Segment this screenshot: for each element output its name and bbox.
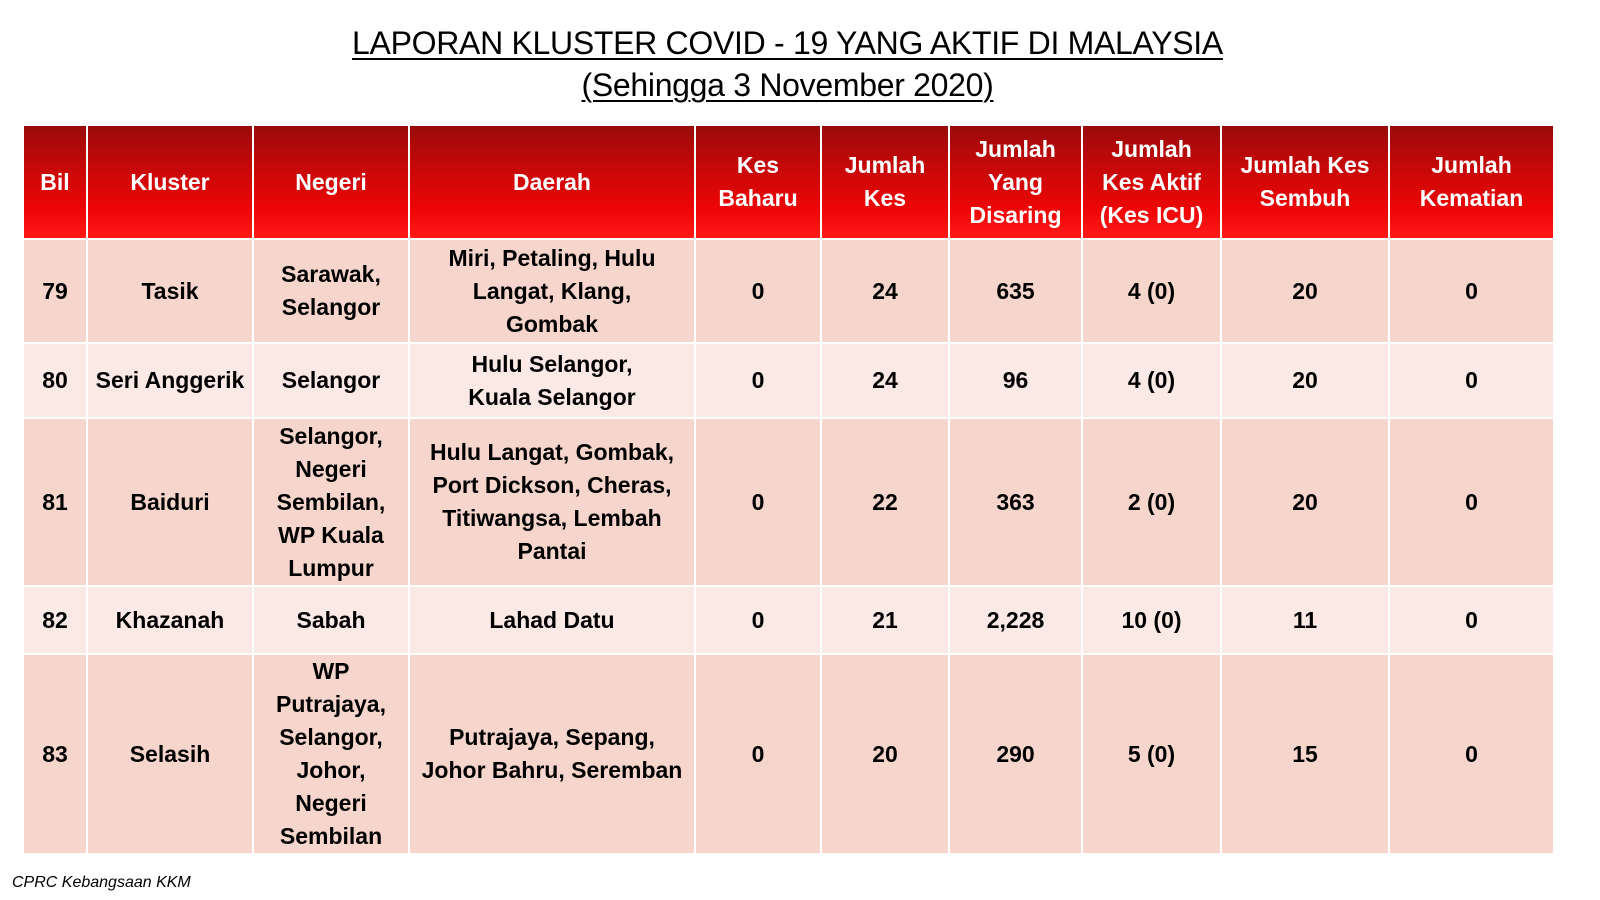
header-jumlah-kes (821, 125, 949, 239)
cell-kes-baharu: 0 (695, 343, 821, 418)
cell-daerah (409, 239, 695, 343)
cell-jumlah-kes-sembuh: 20 (1221, 343, 1389, 418)
cell-jumlah-kematian: 0 (1389, 418, 1554, 586)
title-line-2: (Sehingga 3 November 2020) (581, 67, 994, 103)
cell-jumlah-kematian: 0 (1389, 654, 1554, 854)
cell-jumlah-kes-sembuh: 11 (1221, 586, 1389, 654)
cell-jumlah-disaring: 635 (949, 239, 1082, 343)
cell-kes-baharu: 0 (695, 239, 821, 343)
cell-jumlah-kematian: 0 (1389, 239, 1554, 343)
cell-daerah-text: Hulu Langat, Gombak, Port Dickson, Cheras, Titiwangsa, Lembah Pantai (429, 439, 675, 564)
table-row (23, 586, 1554, 654)
cell-kluster: Khazanah (87, 586, 253, 654)
header-row (23, 125, 1554, 239)
cell-jumlah-kes-sembuh: 20 (1221, 239, 1389, 343)
table-row (23, 343, 1554, 418)
header-jumlah-kes-label: Jumlah Kes (844, 152, 926, 211)
header-kes-baharu-label: Kes Baharu (718, 152, 798, 211)
cell-negeri (253, 418, 409, 586)
cell-bil: 80 (23, 343, 87, 418)
cell-negeri: Selangor (253, 343, 409, 418)
header-jumlah-kematian (1389, 125, 1554, 239)
cell-negeri (253, 654, 409, 854)
header-daerah: Daerah (409, 125, 695, 239)
cell-kluster: Selasih (87, 654, 253, 854)
header-bil: Bil (23, 125, 87, 239)
cell-daerah-text: Miri, Petaling, Hulu Langat, Klang, Gombak (448, 244, 656, 337)
cell-jumlah-kes: 21 (821, 586, 949, 654)
header-jumlah-kes-aktif-label: Jumlah Kes Aktif (Kes ICU) (1099, 135, 1204, 228)
cell-jumlah-kes-sembuh: 15 (1221, 654, 1389, 854)
table-row (23, 239, 1554, 343)
cluster-table (22, 124, 1555, 855)
header-kes-baharu (695, 125, 821, 239)
cell-jumlah-kes-aktif: 4 (0) (1082, 239, 1221, 343)
cell-kes-baharu: 0 (695, 654, 821, 854)
header-jumlah-disaring (949, 125, 1082, 239)
header-kluster: Kluster (87, 125, 253, 239)
cell-jumlah-kes-aktif: 10 (0) (1082, 586, 1221, 654)
cell-negeri: Sabah (253, 586, 409, 654)
cell-bil: 81 (23, 418, 87, 586)
cell-jumlah-kematian: 0 (1389, 586, 1554, 654)
cell-daerah (409, 654, 695, 854)
cell-kluster: Seri Anggerik (87, 343, 253, 418)
cell-negeri (253, 239, 409, 343)
cell-negeri-text: WP Putrajaya, Selangor, Johor, Negeri Sembilan (276, 658, 386, 849)
header-negeri: Negeri (253, 125, 409, 239)
header-jumlah-kes-sembuh-label: Jumlah Kes Sembuh (1240, 152, 1370, 211)
cell-kes-baharu: 0 (695, 418, 821, 586)
cell-jumlah-kes-aktif: 4 (0) (1082, 343, 1221, 418)
cell-jumlah-disaring: 2,228 (949, 586, 1082, 654)
header-jumlah-kematian-label: Jumlah Kematian (1419, 152, 1524, 211)
cell-negeri-text: Sarawak, Selangor (281, 261, 381, 320)
header-jumlah-disaring-label: Jumlah Yang Disaring (969, 135, 1062, 228)
cell-daerah (409, 418, 695, 586)
title-line-1: LAPORAN KLUSTER COVID - 19 YANG AKTIF DI MALAYSIA (352, 25, 1223, 61)
cell-jumlah-disaring: 363 (949, 418, 1082, 586)
cell-jumlah-kes-aktif: 2 (0) (1082, 418, 1221, 586)
table-body (23, 239, 1554, 854)
cell-jumlah-kes-sembuh: 20 (1221, 418, 1389, 586)
cell-kluster: Tasik (87, 239, 253, 343)
cell-jumlah-kes-aktif: 5 (0) (1082, 654, 1221, 854)
source-credit: CPRC Kebangsaan KKM (12, 874, 191, 891)
cell-kes-baharu: 0 (695, 586, 821, 654)
cell-bil: 82 (23, 586, 87, 654)
cell-bil: 79 (23, 239, 87, 343)
cell-jumlah-disaring: 290 (949, 654, 1082, 854)
cell-jumlah-kes: 24 (821, 239, 949, 343)
header-jumlah-kes-aktif (1082, 125, 1221, 239)
header-jumlah-kes-sembuh (1221, 125, 1389, 239)
cell-daerah-text: Putrajaya, Sepang, Johor Bahru, Seremban (421, 724, 683, 783)
cell-daerah: Lahad Datu (409, 586, 695, 654)
cell-jumlah-kes: 24 (821, 343, 949, 418)
cell-jumlah-kes: 20 (821, 654, 949, 854)
table-header (23, 125, 1554, 239)
cell-daerah-text: Hulu Selangor, Kuala Selangor (468, 350, 636, 410)
cell-daerah (409, 343, 695, 418)
cell-kluster: Baiduri (87, 418, 253, 586)
cell-jumlah-kes: 22 (821, 418, 949, 586)
cell-bil: 83 (23, 654, 87, 854)
cell-jumlah-kematian: 0 (1389, 343, 1554, 418)
cell-jumlah-disaring: 96 (949, 343, 1082, 418)
cell-negeri-text: Selangor, Negeri Sembilan, WP Kuala Lumpur (276, 422, 386, 581)
report-title (0, 22, 1575, 106)
table-row (23, 654, 1554, 854)
table-row (23, 418, 1554, 586)
